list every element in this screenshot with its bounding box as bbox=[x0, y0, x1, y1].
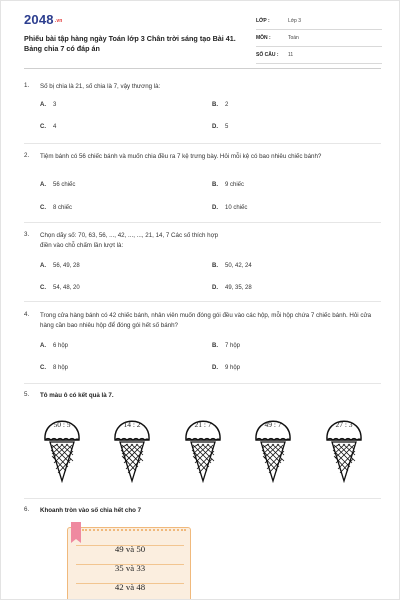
question-number: 1. bbox=[24, 82, 30, 89]
option-b[interactable]: B. 2 bbox=[212, 102, 229, 108]
meta-key: MÔN : bbox=[256, 35, 271, 41]
ice-cream-icon bbox=[253, 403, 293, 483]
option-a[interactable]: A. 6 hộp bbox=[40, 343, 69, 349]
page-title: Phiếu bài tập hàng ngày Toán lớp 3 Chân trời sáng tạo Bài 41. Bảng chia 7 có đáp án bbox=[24, 34, 236, 53]
option-b[interactable]: B. 7 hộp bbox=[212, 343, 241, 349]
ice-cream-2[interactable] bbox=[112, 403, 152, 483]
site-logo[interactable]: 2048.vn bbox=[24, 12, 63, 27]
expression-label: 50 : 5 bbox=[53, 420, 71, 429]
option-b[interactable]: B. 9 chiếc bbox=[212, 182, 245, 188]
expression-label: 21 : 7 bbox=[194, 420, 212, 429]
option-d[interactable]: D. 9 hộp bbox=[212, 365, 241, 371]
ice-cream-1[interactable] bbox=[42, 403, 82, 483]
meta-value: 11 bbox=[288, 52, 294, 58]
ice-cream-5[interactable] bbox=[324, 403, 364, 483]
meta-row-count bbox=[256, 49, 382, 64]
question-number: 3. bbox=[24, 231, 30, 238]
question-number: 6. bbox=[24, 506, 30, 513]
option-b[interactable]: B. 50, 42, 24 bbox=[212, 263, 252, 269]
meta-row-class bbox=[256, 15, 382, 30]
meta-key: SỐ CÂU : bbox=[256, 52, 279, 58]
number-card bbox=[67, 527, 191, 600]
card-dots bbox=[82, 529, 186, 533]
ice-cream-icon bbox=[42, 403, 82, 483]
meta-value: Lớp 3 bbox=[288, 18, 302, 24]
meta-row-subject bbox=[256, 32, 382, 47]
number-pair[interactable]: 35 và 33 bbox=[114, 563, 146, 573]
question-divider bbox=[24, 222, 381, 223]
ice-cream-3[interactable] bbox=[183, 403, 223, 483]
header-divider bbox=[24, 68, 381, 69]
expression-label: 14 : 2 bbox=[123, 420, 141, 429]
ice-cream-icon bbox=[183, 403, 223, 483]
question-divider bbox=[24, 383, 381, 384]
ice-cream-icon bbox=[112, 403, 152, 483]
option-c[interactable]: C. 54, 48, 20 bbox=[40, 285, 80, 291]
option-a[interactable]: A. 56, 49, 28 bbox=[40, 263, 80, 269]
option-d[interactable]: D. 5 bbox=[212, 124, 229, 130]
option-c[interactable]: C. 8 chiếc bbox=[40, 205, 73, 211]
ice-cream-4[interactable] bbox=[253, 403, 293, 483]
question-text: Khoanh tròn vào số chia hết cho 7 bbox=[40, 507, 142, 514]
expression-label: 49 : 7 bbox=[264, 420, 282, 429]
question-text: Trong cửa hàng bánh có 42 chiếc bánh, nhân viên muốn đóng gói đều vào các hộp, mỗi hộp chứa 7 chiếc bánh. Hỏi cửa hàng cần bao nhiêu hộp để đóng gói hết số bánh? bbox=[40, 312, 372, 329]
option-c[interactable]: C. 4 bbox=[40, 124, 57, 130]
expression-label: 27 : 3 bbox=[335, 420, 353, 429]
question-divider bbox=[24, 301, 381, 302]
option-d[interactable]: D. 10 chiếc bbox=[212, 205, 248, 211]
question-divider bbox=[24, 143, 381, 144]
card-lines bbox=[76, 534, 184, 600]
question-text: Số bị chia là 21, số chia là 7, vậy thương là: bbox=[40, 83, 161, 90]
question-number: 4. bbox=[24, 311, 30, 318]
question-text: Tiệm bánh có 56 chiếc bánh và muốn chia đều ra 7 kệ trưng bày. Hỏi mỗi kệ có bao nhiêu chiếc bánh? bbox=[40, 153, 322, 160]
question-number: 5. bbox=[24, 391, 30, 398]
number-pair[interactable]: 42 và 48 bbox=[114, 582, 146, 592]
option-a[interactable]: A. 56 chiếc bbox=[40, 182, 76, 188]
number-pair[interactable]: 49 và 50 bbox=[114, 544, 146, 554]
option-c[interactable]: C. 8 hộp bbox=[40, 365, 69, 371]
ice-cream-icon bbox=[324, 403, 364, 483]
option-d[interactable]: D. 49, 35, 28 bbox=[212, 285, 252, 291]
option-a[interactable]: A. 3 bbox=[40, 102, 57, 108]
meta-key: LỚP : bbox=[256, 18, 270, 24]
question-text: Chọn dãy số: 70, 63, 56, ..., 42, ..., ..., 21, 14, 7 Các số thích hợp điền vào chỗ chấm lần lượt là: bbox=[40, 232, 219, 249]
question-divider bbox=[24, 498, 381, 499]
meta-value: Toán bbox=[288, 35, 299, 41]
meta-info bbox=[256, 15, 382, 66]
question-number: 2. bbox=[24, 152, 30, 159]
question-text: Tô màu ô có kết quả là 7. bbox=[40, 392, 114, 399]
